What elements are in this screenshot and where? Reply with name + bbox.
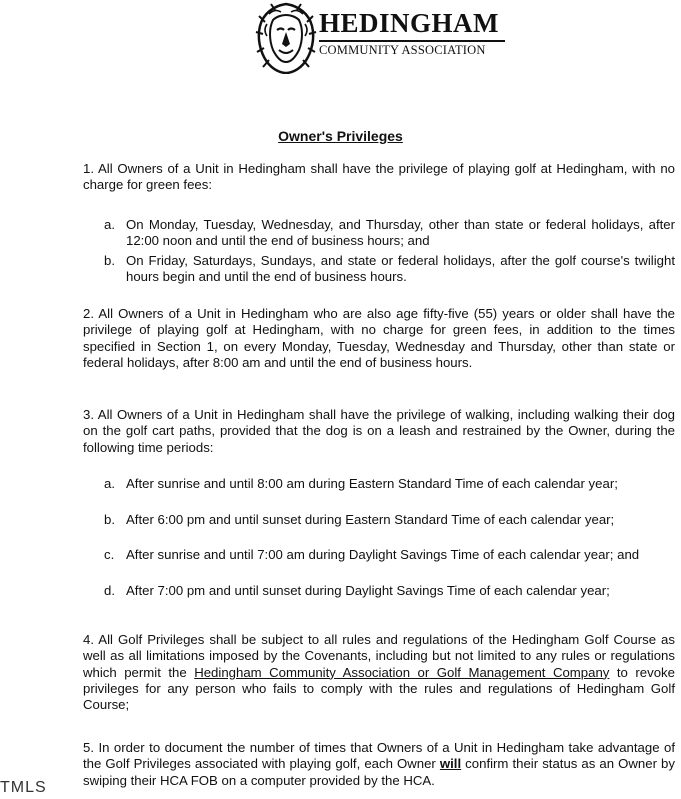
section-1-item-b — [104, 253, 675, 286]
item-label: c. — [104, 547, 115, 562]
item-text: After 6:00 pm and until sunset during Eastern Standard Time of each calendar year; — [126, 512, 615, 527]
section-4-text-end: to revoke privileges for any person who fails to comply with the rules and regulations of Hedingham Golf Course; — [83, 664, 675, 713]
section-1: 1. All Owners of a Unit in Hedingham shall have the privilege of playing golf at Hedingham, with no charge for green fees: — [83, 161, 675, 193]
item-label: a. — [104, 476, 115, 491]
document-title: Owner's Privileges — [278, 128, 403, 144]
item-label: d. — [104, 583, 115, 598]
section-3: 3. All Owners of a Unit in Hedingham shall have the privilege of walking, including walking their dog on the golf cart paths, provided that the dog is on a leash and restrained by the Owner, during the following time periods: — [83, 407, 675, 455]
section-1-item-a — [104, 217, 675, 250]
section-5 — [83, 740, 675, 789]
section-3-item-d — [104, 583, 675, 599]
section-5-text-start: 5. In order to document the number of times that Owners of a Unit in Hedingham take advantage of the Golf Privileges associated with playing golf, each Owner — [83, 740, 675, 772]
section-3-item-b — [104, 512, 675, 528]
section-5-text-end: confirm their status as an Owner by swiping their HCA FOB on a computer provided by the HCA. — [83, 756, 675, 788]
item-label: b. — [104, 253, 115, 268]
section-4-text-start: 4. All Golf Privileges shall be subject to all rules and regulations of the Hedingham Golf Course as well as all limitations imposed by the Covenants, including but not limited to any rules or regulations which permit the — [83, 632, 675, 680]
lion-head-icon — [255, 2, 317, 74]
hca-logo — [255, 2, 510, 74]
item-text: On Monday, Tuesday, Wednesday, and Thursday, other than state or federal holidays, after 12:00 noon and until the end of business hours; and — [126, 217, 675, 249]
logo-divider — [319, 40, 505, 42]
item-label: b. — [104, 512, 115, 527]
item-text: After sunrise and until 7:00 am during Daylight Savings Time of each calendar year; and — [126, 547, 640, 562]
section-3-item-a — [104, 476, 675, 492]
org-name: HEDINGHAM — [319, 8, 499, 38]
section-2: 2. All Owners of a Unit in Hedingham who are also age fifty-five (55) years or older shall have the privilege of playing golf at Hedingham, with no charge for green fees, in addition to the times specified in Section 1, on every Monday, Tuesday, Wednesday and Thursday, other than state or federal holidays, after 8:00 am and until the end of business hours. — [83, 306, 675, 370]
will-emphasis: will — [439, 756, 462, 772]
item-text: On Friday, Saturdays, Sundays, and state or federal holidays, after the golf course's twilight hours begin and until the end of business hours. — [126, 253, 675, 285]
section-4 — [83, 632, 675, 713]
item-label: a. — [104, 217, 115, 232]
section-3-item-c — [104, 547, 675, 563]
org-subtitle: COMMUNITY ASSOCIATION — [319, 43, 486, 57]
management-company-underlined: Hedingham Community Association or Golf Management Company — [194, 664, 610, 680]
mls-watermark: TMLS — [0, 779, 47, 796]
item-text: After sunrise and until 8:00 am during Eastern Standard Time of each calendar year; — [126, 476, 618, 491]
item-text: After 7:00 pm and until sunset during Daylight Savings Time of each calendar year; — [126, 583, 610, 598]
